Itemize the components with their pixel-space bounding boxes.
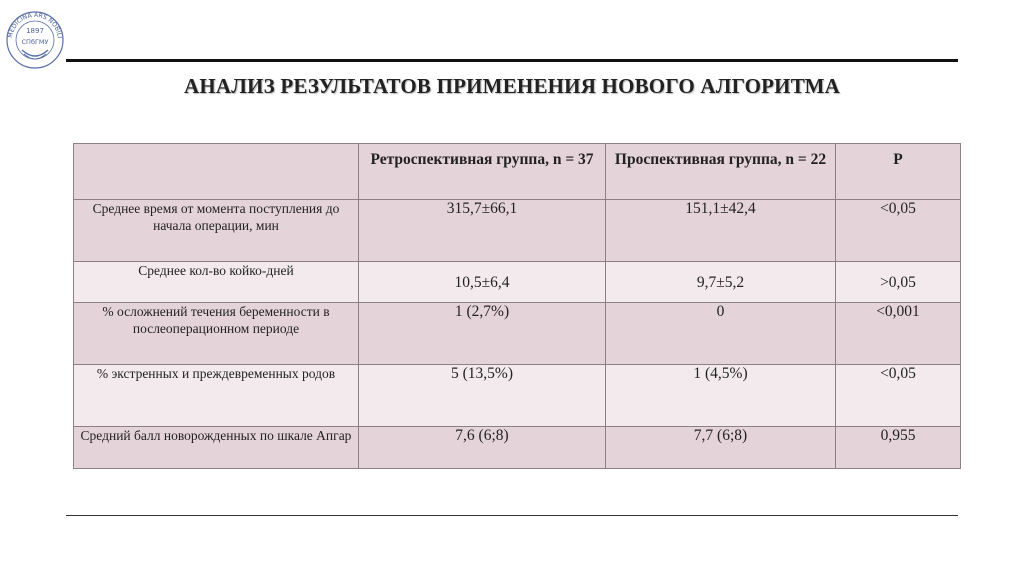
table-row [74,200,961,262]
university-logo [4,6,66,72]
table-header-row [74,144,961,200]
row-label: Средний балл новорожденных по шкале Апгар [74,427,359,469]
header-p-value: P [836,144,961,200]
results-table [73,143,961,469]
p-value: <0,05 [836,365,961,427]
logo-emblem-icon [4,6,66,72]
retrospective-value: 7,6 (6;8) [359,427,606,469]
prospective-value: 151,1±42,4 [606,200,836,262]
prospective-value: 9,7±5,2 [606,262,836,303]
table-row [74,262,961,303]
logo-abbr: СПбГМУ [21,38,49,46]
prospective-value: 0 [606,303,836,365]
header-retrospective-group: Ретроспективная группа, n = 37 [359,144,606,200]
p-value: >0,05 [836,262,961,303]
prospective-value: 7,7 (6;8) [606,427,836,469]
row-label: Среднее время от момента поступления до начала операции, мин [74,200,359,262]
retrospective-value: 5 (13,5%) [359,365,606,427]
logo-motto: MEDICINA ARS NOBILI [7,11,63,39]
header-prospective-group: Проспективная группа, n = 22 [606,144,836,200]
p-value: <0,001 [836,303,961,365]
retrospective-value: 10,5±6,4 [359,262,606,303]
retrospective-value: 315,7±66,1 [359,200,606,262]
prospective-value: 1 (4,5%) [606,365,836,427]
header-empty-cell [74,144,359,200]
header-divider [66,59,958,62]
row-label: % экстренных и преждевременных родов [74,365,359,427]
logo-year: 1897 [26,27,44,35]
row-label: % осложнений течения беременности в послеоперационном периоде [74,303,359,365]
table-row [74,365,961,427]
p-value: 0,955 [836,427,961,469]
page-title: АНАЛИЗ РЕЗУЛЬТАТОВ ПРИМЕНЕНИЯ НОВОГО АЛГОРИТМА [183,74,841,98]
row-label: Среднее кол-во койко-дней [74,262,359,303]
footer-divider [66,515,958,516]
table-row [74,427,961,469]
retrospective-value: 1 (2,7%) [359,303,606,365]
p-value: <0,05 [836,200,961,262]
table-row [74,303,961,365]
